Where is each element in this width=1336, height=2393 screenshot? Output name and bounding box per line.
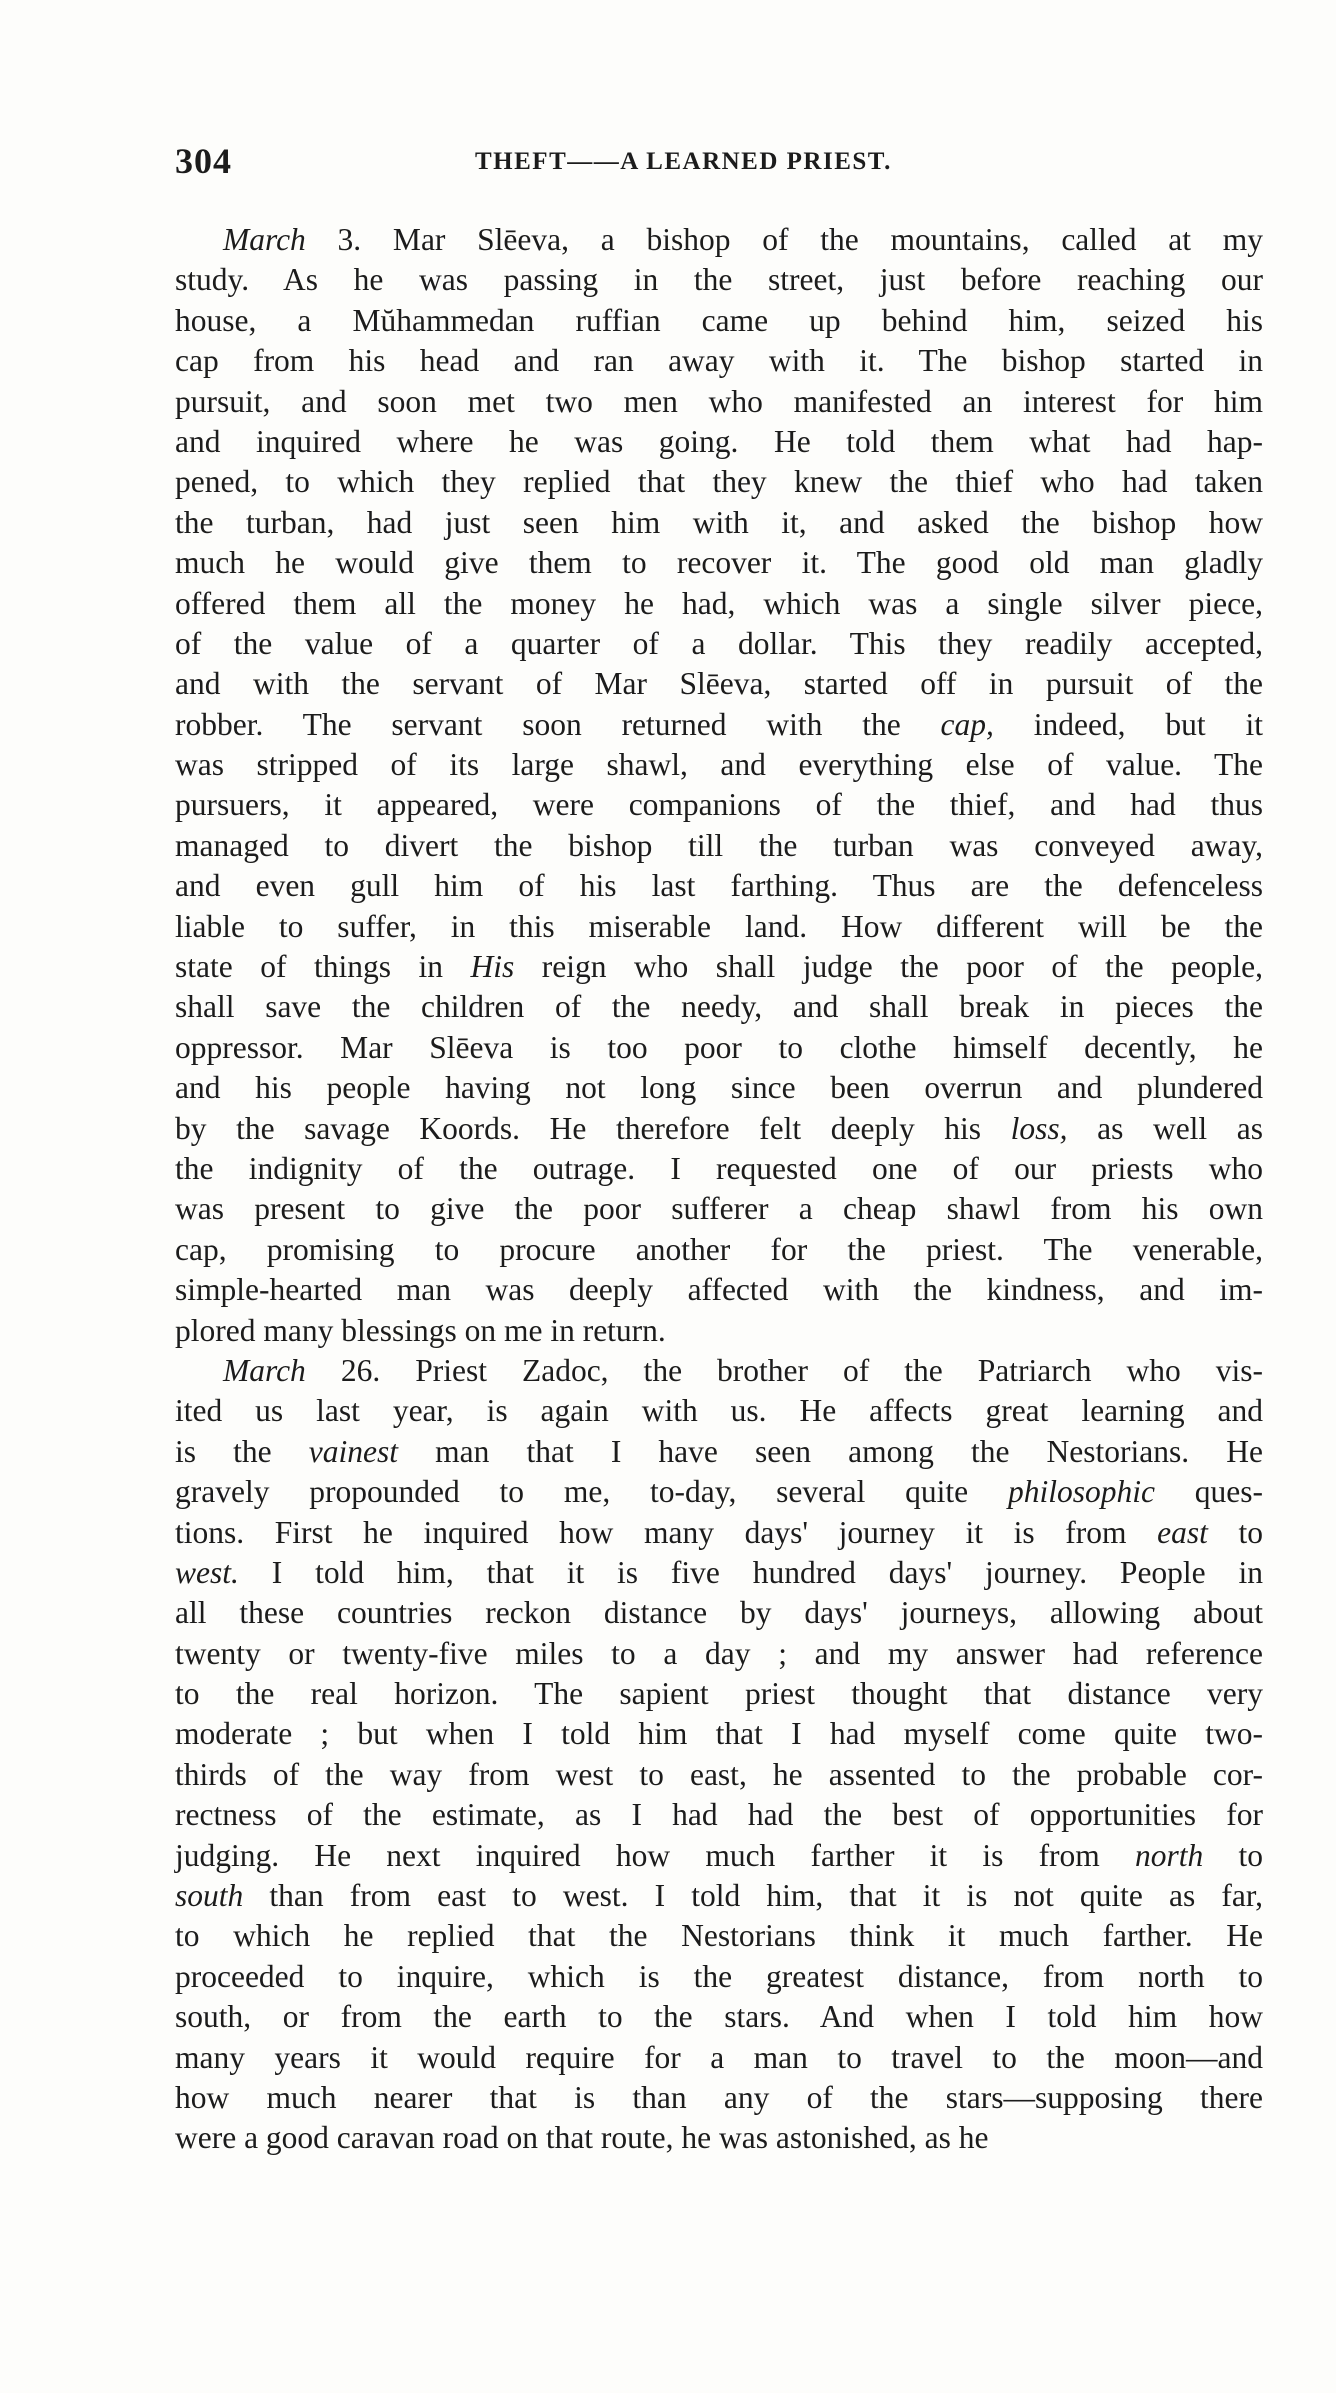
text-run: pursuit, and soon met two men who manifested an interest for him bbox=[175, 383, 1263, 419]
text-line bbox=[175, 947, 1263, 987]
text-line bbox=[175, 1513, 1263, 1553]
text-line bbox=[175, 1997, 1263, 2037]
text-line bbox=[175, 745, 1263, 785]
text-run: was stripped of its large shawl, and everything else of value. The bbox=[175, 747, 1263, 783]
text-run: simple-hearted man was deeply affected with the kindness, and im- bbox=[175, 1272, 1263, 1308]
italic-text: March bbox=[223, 1352, 306, 1388]
text-run: I told him, that it is five hundred days' journey. People in bbox=[238, 1554, 1263, 1590]
text-run: by the savage Koords. He therefore felt deeply his bbox=[175, 1110, 1011, 1146]
text-run: twenty or twenty-five miles to a day ; and my answer had reference bbox=[175, 1635, 1263, 1671]
text-run: as well as bbox=[1067, 1110, 1264, 1146]
text-line bbox=[175, 1795, 1263, 1835]
text-line bbox=[175, 1836, 1263, 1876]
text-run: many years it would require for a man to travel to the moon—and bbox=[175, 2039, 1263, 2075]
text-run: 26. Priest Zadoc, the brother of the Patriarch who vis- bbox=[305, 1352, 1263, 1388]
text-run: judging. He next inquired how much farther it is from bbox=[175, 1837, 1136, 1873]
text-run: offered them all the money he had, which was a single silver piece, bbox=[175, 585, 1263, 621]
text-run: man that I have seen among the Nestorians. He bbox=[397, 1433, 1264, 1469]
text-line bbox=[175, 1109, 1263, 1149]
text-line bbox=[175, 341, 1263, 381]
text-run: to bbox=[1207, 1514, 1263, 1550]
text-line bbox=[175, 503, 1263, 543]
text-line bbox=[175, 705, 1263, 745]
text-line bbox=[175, 907, 1263, 947]
italic-text: west. bbox=[175, 1554, 239, 1590]
text-run: cap, promising to procure another for the priest. The venerable, bbox=[175, 1231, 1263, 1267]
text-run: plored many blessings on me in return. bbox=[175, 1312, 666, 1348]
text-line bbox=[175, 1674, 1263, 1714]
text-run: indeed, but it bbox=[993, 706, 1263, 742]
text-line bbox=[175, 664, 1263, 704]
text-run: of the value of a quarter of a dollar. This they readily accepted, bbox=[175, 625, 1263, 661]
body-text bbox=[175, 220, 1263, 2159]
text-run: than from east to west. I told him, that it is not quite as far, bbox=[243, 1878, 1263, 1914]
text-line bbox=[175, 1714, 1263, 1754]
text-run: is the bbox=[175, 1433, 309, 1469]
text-line bbox=[175, 866, 1263, 906]
text-line bbox=[175, 584, 1263, 624]
text-run: were a good caravan road on that route, he was astonished, as he bbox=[175, 2120, 989, 2156]
text-run: ited us last year, is again with us. He affects great learning and bbox=[175, 1393, 1263, 1429]
text-run: 3. Mar Slēeva, a bishop of the mountains, called at my bbox=[305, 222, 1263, 257]
text-line bbox=[175, 1189, 1263, 1229]
text-line bbox=[175, 1391, 1263, 1431]
text-line bbox=[175, 1351, 1263, 1391]
text-run: robber. The servant soon returned with the bbox=[175, 706, 941, 742]
text-line bbox=[175, 301, 1263, 341]
text-line bbox=[175, 1311, 1263, 1351]
text-line bbox=[175, 1270, 1263, 1310]
text-line bbox=[175, 1593, 1263, 1633]
text-run: and with the servant of Mar Slēeva, started off in pursuit of the bbox=[175, 666, 1263, 702]
text-line bbox=[175, 1149, 1263, 1189]
text-run: proceeded to inquire, which is the greatest distance, from north to bbox=[175, 1958, 1263, 1994]
text-run: house, a Mŭhammedan ruffian came up behind him, seized his bbox=[175, 302, 1263, 338]
text-run: reign who shall judge the poor of the people, bbox=[514, 949, 1263, 985]
page-number: 304 bbox=[175, 141, 232, 181]
text-line bbox=[175, 785, 1263, 825]
text-run: how much nearer that is than any of the stars—supposing there bbox=[175, 2079, 1263, 2115]
text-run: the turban, had just seen him with it, and asked the bishop how bbox=[175, 504, 1263, 540]
text-line bbox=[175, 382, 1263, 422]
text-run: managed to divert the bishop till the turban was conveyed away, bbox=[175, 827, 1263, 863]
italic-text: east bbox=[1157, 1514, 1208, 1550]
italic-text: vainest bbox=[308, 1433, 398, 1469]
text-line bbox=[175, 422, 1263, 462]
text-run: tions. First he inquired how many days' journey it is from bbox=[175, 1514, 1158, 1550]
text-run: much he would give them to recover it. The good old man gladly bbox=[175, 545, 1263, 581]
text-run: shall save the children of the needy, and shall break in pieces the bbox=[175, 989, 1263, 1025]
italic-text: March bbox=[223, 222, 306, 257]
page-header bbox=[175, 140, 1165, 190]
italic-text: philosophic bbox=[1007, 1474, 1155, 1510]
paragraph bbox=[175, 220, 1263, 1351]
italic-text: cap, bbox=[940, 706, 994, 742]
italic-text: north bbox=[1135, 1837, 1204, 1873]
text-run: cap from his head and ran away with it. The bishop started in bbox=[175, 343, 1263, 379]
text-line bbox=[175, 1957, 1263, 1997]
text-run: ques- bbox=[1154, 1474, 1263, 1510]
text-line bbox=[175, 1432, 1263, 1472]
text-run: was present to give the poor sufferer a cheap shawl from his own bbox=[175, 1191, 1263, 1227]
text-run: rectness of the estimate, as I had had the best of opportunities for bbox=[175, 1797, 1263, 1833]
text-run: and even gull him of his last farthing. Thus are the defenceless bbox=[175, 868, 1263, 904]
italic-text: loss, bbox=[1010, 1110, 1068, 1146]
text-line bbox=[175, 1876, 1263, 1916]
text-run: state of things in bbox=[175, 949, 471, 985]
text-line bbox=[175, 1028, 1263, 1068]
text-line bbox=[175, 2078, 1263, 2118]
text-run: to bbox=[1203, 1837, 1263, 1873]
text-line bbox=[175, 1755, 1263, 1795]
text-run: the indignity of the outrage. I requested one of our priests who bbox=[175, 1150, 1263, 1186]
text-line bbox=[175, 624, 1263, 664]
text-line bbox=[175, 462, 1263, 502]
text-run: and inquired where he was going. He told them what had hap- bbox=[175, 423, 1263, 459]
text-line bbox=[175, 2038, 1263, 2078]
text-line bbox=[175, 1230, 1263, 1270]
text-run: gravely propounded to me, to-day, several quite bbox=[175, 1474, 1008, 1510]
text-run: liable to suffer, in this miserable land. How different will be the bbox=[175, 908, 1263, 944]
text-line bbox=[175, 260, 1263, 300]
text-run: to the real horizon. The sapient priest thought that distance very bbox=[175, 1676, 1263, 1712]
text-line bbox=[175, 1634, 1263, 1674]
text-run: to which he replied that the Nestorians think it much farther. He bbox=[175, 1918, 1263, 1954]
text-line bbox=[175, 1472, 1263, 1512]
text-run: south, or from the earth to the stars. And when I told him how bbox=[175, 1999, 1263, 2035]
text-line bbox=[175, 2118, 1263, 2158]
text-line bbox=[175, 1068, 1263, 1108]
text-run: thirds of the way from west to east, he assented to the probable cor- bbox=[175, 1756, 1263, 1792]
text-run: moderate ; but when I told him that I had myself come quite two- bbox=[175, 1716, 1263, 1752]
text-run: study. As he was passing in the street, just before reaching our bbox=[175, 262, 1263, 298]
text-line bbox=[175, 1916, 1263, 1956]
italic-text: south bbox=[175, 1878, 244, 1914]
text-run: oppressor. Mar Slēeva is too poor to clothe himself decently, he bbox=[175, 1029, 1263, 1065]
text-line bbox=[175, 1553, 1263, 1593]
text-run: all these countries reckon distance by days' journeys, allowing about bbox=[175, 1595, 1263, 1631]
text-line bbox=[175, 220, 1263, 260]
paragraph bbox=[175, 1351, 1263, 2159]
text-run: pursuers, it appeared, were companions of the thief, and had thus bbox=[175, 787, 1263, 823]
text-run: pened, to which they replied that they knew the thief who had taken bbox=[175, 464, 1263, 500]
italic-text: His bbox=[470, 949, 515, 985]
text-line bbox=[175, 543, 1263, 583]
text-line bbox=[175, 826, 1263, 866]
text-line bbox=[175, 987, 1263, 1027]
text-run: and his people having not long since been overrun and plundered bbox=[175, 1070, 1263, 1106]
running-title: THEFT——A LEARNED PRIEST. bbox=[475, 148, 892, 175]
